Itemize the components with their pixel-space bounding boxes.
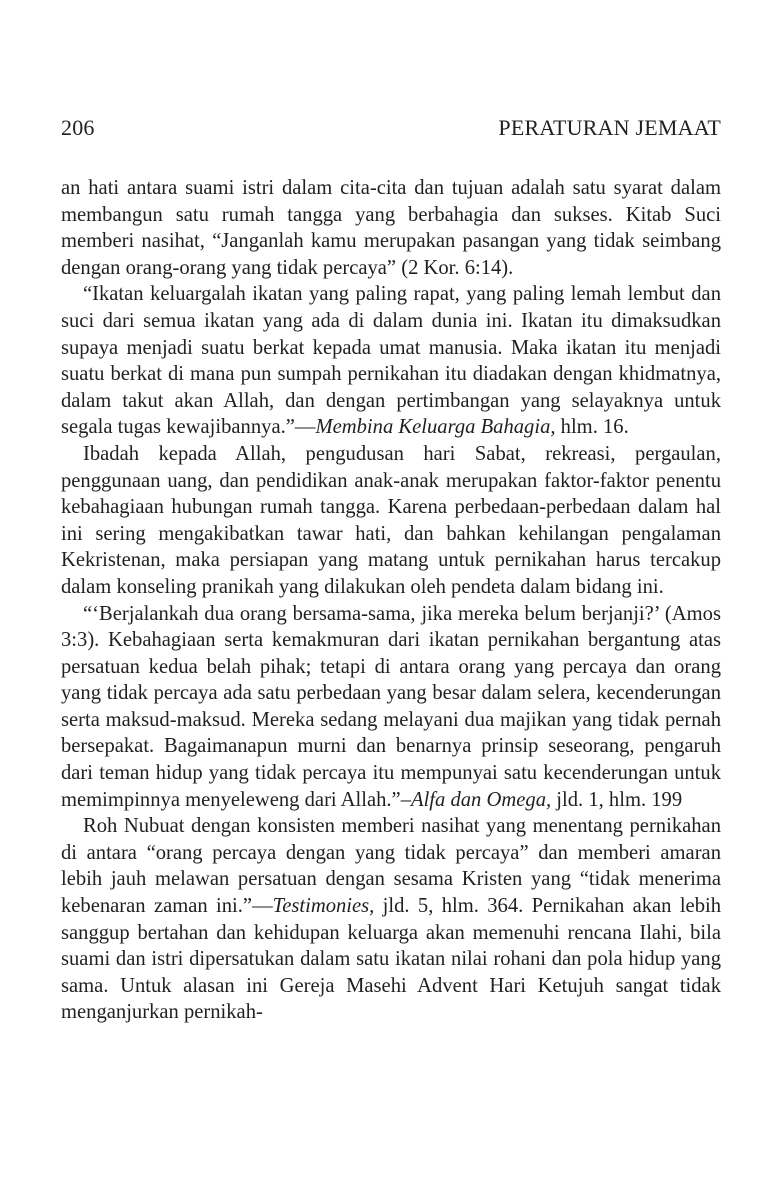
book-reference: Membina Keluarga Bahagia, <box>315 416 556 439</box>
page-number: 206 <box>61 115 95 140</box>
book-reference: Alfa dan Omega, <box>411 788 552 811</box>
running-title: PERATURAN JEMAAT <box>498 115 721 140</box>
paragraph-1-text: an hati antara suami istri dalam cita-cita dan tujuan adalah satu syarat dalam membangun satu rumah tangga yang berbahagia dan sukses. Kitab Suci memberi nasihat, “Janganlah kamu merupakan pasangan yang tidak seimbang dengan orang-orang yang tidak percaya” (2 Kor. 6:14). <box>61 177 721 279</box>
paragraph-5-continuation: jld. 5, hlm. 364. Pernikahan akan lebih sanggup bertahan dan kehidupan keluarga akan memenuhi rencana Ilahi, bila suami dan istri dipersatukan dalam satu ikatan nilai rohani dan pola hidup yang sama. Untuk alasan ini Gereja Masehi Advent Hari Ketujuh sangat tidak menganjurkan pernikah- <box>61 895 722 1024</box>
paragraph-5 <box>61 813 721 1026</box>
paragraph-4-text: “‘Berjalankah dua orang bersama-sama, jika mereka belum berjanji?’ (Amos 3:3). Kebahagiaan serta kemakmuran dari ikatan pernikahan bergantung atas persatuan kedua belah pihak; tetapi di antara orang yang percaya dan orang yang tidak percaya ada satu perbedaan yang besar dalam selera, kecenderungan serta maksud-maksud. Mereka sedang melayani dua majikan yang tidak pernah bersepakat. Bagaimanapun murni dan benarnya prinsip seseorang, pengaruh dari teman hidup yang tidak percaya itu mempunyai satu kecenderungan untuk memimpinnya menyeleweng dari Allah.”– <box>61 602 721 811</box>
reference-page: jld. 1, hlm. 199 <box>551 788 683 811</box>
book-page <box>61 114 722 1024</box>
paragraph-4-quote <box>61 601 721 814</box>
paragraph-2-text: “Ikatan keluargalah ikatan yang paling rapat, yang paling lemah lembut dan suci dari semua ikatan yang ada di dalam dunia ini. Ikatan itu dimaksudkan supaya menjadi suatu berkat kepada umat manusia. Maka ikatan itu menjadi suatu berkat di mana pun sumpah pernikahan itu diadakan dengan khidmatnya, dalam takut akan Allah, dan dengan pertimbangan yang selayaknya untuk segala tugas kewajibannya.”— <box>61 283 721 439</box>
body-text <box>61 175 721 1026</box>
paragraph-5-text: Roh Nubuat dengan konsisten memberi nasihat yang menentang pernikahan di antara “orang percaya dengan yang tidak percaya” dan memberi amaran lebih jauh melawan persatuan dengan sesama Kristen yang “tidak menerima kebenaran zaman ini.”— <box>61 815 721 918</box>
paragraph-1 <box>61 175 721 281</box>
paragraph-3-text: Ibadah kepada Allah, pengudusan hari Sabat, rekreasi, pergaulan, penggunaan uang, dan pendidikan anak-anak merupakan faktor-faktor penentu kebahagiaan hubungan rumah tangga. Karena perbedaan-perbedaan dalam hal ini sering mengakibatkan tawar hati, dan bahkan kehilangan pengalaman Kekristenan, maka persiapan yang matang untuk pernikahan harus tercakup dalam konseling pranikah yang dilakukan oleh pendeta dalam bidang ini. <box>61 442 721 598</box>
reference-page: hlm. 16. <box>555 416 629 439</box>
paragraph-3 <box>61 441 721 601</box>
book-reference: Testimonies, <box>272 895 375 918</box>
paragraph-2-quote <box>61 281 721 441</box>
running-header <box>61 114 721 142</box>
